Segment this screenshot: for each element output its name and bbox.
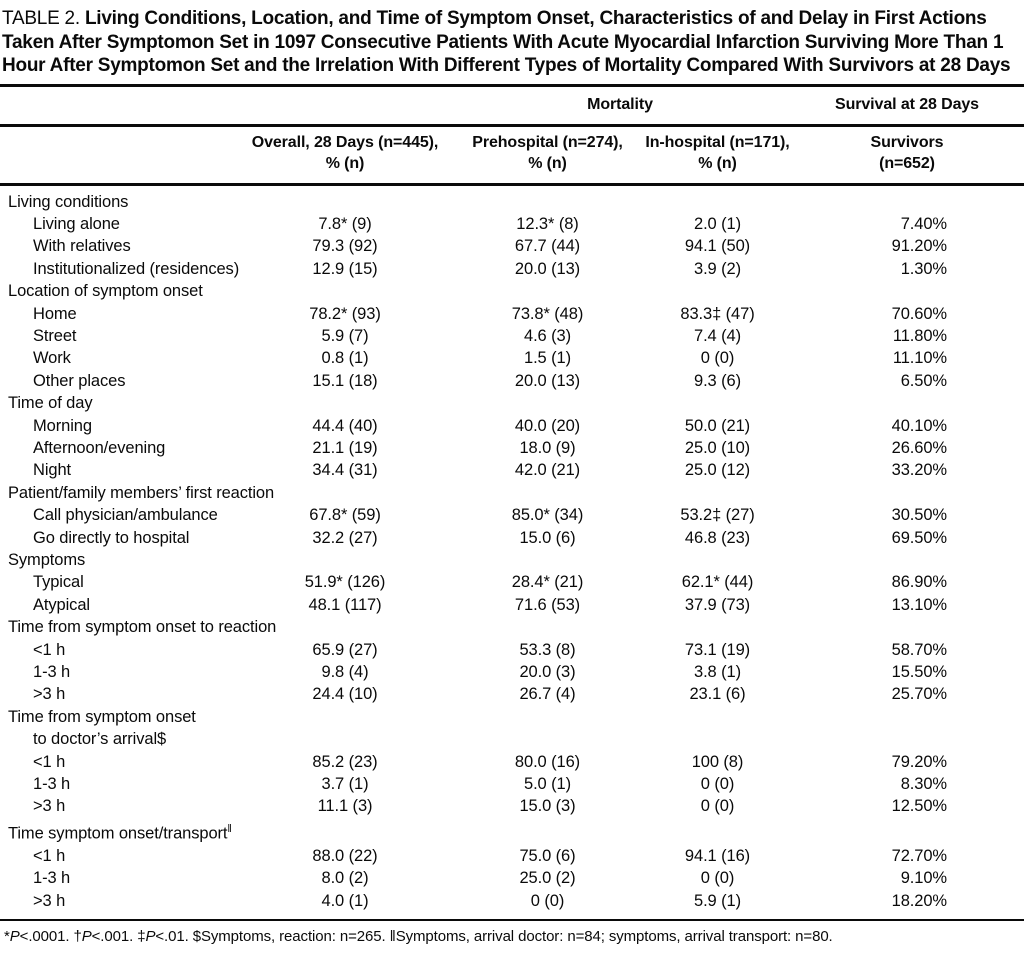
cell-value: [790, 392, 1024, 414]
cell-value: 6.50%: [900, 371, 947, 390]
row-label: to doctor’s arrival$: [33, 730, 167, 749]
cell-value: 3.8 (1): [694, 663, 741, 682]
column-header-line: Prehospital (n=274),: [472, 133, 623, 151]
cell-value: 48.1 (117): [308, 595, 382, 614]
cell-value: [240, 706, 450, 728]
cell-value: 71.6 (53): [514, 595, 581, 614]
row-label: Go directly to hospital: [33, 528, 190, 547]
table-row: [0, 639, 1024, 661]
cell-value: [240, 392, 450, 414]
row-label: <1 h: [33, 846, 66, 865]
cell-value: 88.0 (22): [312, 846, 378, 865]
cell-value: [450, 818, 645, 845]
cell-value: 8.30%: [900, 775, 947, 794]
section-label: Time from symptom onset to reaction: [8, 618, 277, 637]
table-title: [0, 0, 1024, 84]
row-label: 1-3 h: [33, 663, 71, 682]
row-label: Home: [33, 304, 77, 323]
cell-value: [450, 616, 645, 638]
cell-value: 67.7 (44): [514, 237, 581, 256]
cell-value: [645, 728, 790, 750]
row-label: Call physician/ambulance: [33, 506, 218, 525]
cell-value: [450, 392, 645, 414]
cell-value: 1.30%: [900, 259, 947, 278]
cell-value: 12.9 (15): [312, 259, 378, 278]
cell-value: 9.8 (4): [321, 663, 369, 682]
cell-value: [645, 549, 790, 571]
cell-value: 40.0 (20): [514, 416, 581, 435]
table-row: [0, 325, 1024, 347]
cell-value: 12.3* (8): [516, 214, 579, 233]
cell-value: 20.0 (13): [514, 259, 581, 278]
table-row: [0, 773, 1024, 795]
section-label: Symptoms: [8, 551, 86, 569]
data-table: [0, 84, 1024, 922]
table-row: [0, 795, 1024, 817]
row-label: Institutionalized (residences): [33, 259, 240, 278]
row-label: Street: [33, 326, 77, 345]
cell-value: 0 (0): [450, 890, 645, 920]
cell-value: 67.8* (59): [309, 506, 381, 525]
row-label: >3 h: [0, 890, 240, 920]
cell-value: 4.6 (3): [524, 326, 571, 345]
cell-value: 8.0 (2): [321, 869, 369, 888]
cell-value: 0 (0): [700, 349, 735, 368]
row-label: >3 h: [33, 797, 66, 816]
section-label: Location of symptom onset: [8, 282, 203, 301]
empty-cell: [0, 125, 240, 184]
cell-value: 9.3 (6): [694, 371, 741, 390]
cell-value: 2.0 (1): [694, 214, 741, 233]
table-row: [0, 683, 1024, 705]
cell-value: [645, 616, 790, 638]
cell-value: 4.0 (1): [240, 890, 450, 920]
cell-value: 30.50%: [891, 506, 947, 525]
cell-value: 25.70%: [891, 685, 947, 704]
cell-value: [790, 706, 1024, 728]
cell-value: 23.1 (6): [689, 685, 746, 704]
cell-value: [450, 549, 645, 571]
table-row: [0, 890, 1024, 920]
row-label: Atypical: [33, 595, 90, 614]
cell-value: 69.50%: [891, 528, 947, 547]
cell-value: 7.8* (9): [318, 214, 372, 233]
footnote-p-italic: P: [81, 928, 92, 945]
cell-value: [240, 184, 450, 213]
cell-value: [645, 392, 790, 414]
cell-value: [450, 706, 645, 728]
cell-value: 28.4* (21): [511, 573, 584, 592]
cell-value: 32.2 (27): [312, 528, 378, 547]
row-label: Other places: [33, 371, 126, 390]
cell-value: 11.10%: [892, 349, 947, 368]
cell-value: 0 (0): [700, 797, 735, 816]
cell-value: [645, 184, 790, 213]
cell-value: 37.9 (73): [684, 595, 751, 614]
footnote-marker: ‖: [227, 822, 232, 835]
cell-value: 91.20%: [891, 237, 947, 256]
table-row: [0, 706, 1024, 728]
cell-value: [790, 549, 1024, 571]
cell-value: 13.10%: [891, 595, 947, 614]
cell-value: 70.60%: [891, 304, 947, 323]
cell-value: 83.3‡ (47): [680, 304, 755, 323]
cell-value: 42.0 (21): [514, 461, 581, 480]
section-label: Patient/family members’ first reaction: [8, 483, 275, 502]
table-number: TABLE 2.: [2, 8, 80, 29]
cell-value: [240, 818, 450, 845]
table-row: [0, 845, 1024, 867]
column-header-line: Overall, 28 Days (n=445),: [251, 133, 439, 151]
cell-value: 18.0 (9): [519, 438, 576, 457]
cell-value: 5.9 (1): [645, 890, 790, 920]
cell-value: 11.80%: [892, 326, 947, 345]
column-header-line: Survivors: [870, 133, 944, 151]
table-row: [0, 571, 1024, 593]
table-row: [0, 594, 1024, 616]
column-header-overall: [240, 125, 450, 184]
cell-value: 3.7 (1): [321, 775, 369, 794]
cell-value: 80.0 (16): [514, 752, 581, 771]
cell-value: [790, 616, 1024, 638]
cell-value: 3.9 (2): [694, 259, 741, 278]
cell-value: 86.90%: [891, 573, 947, 592]
cell-value: 0 (0): [700, 775, 735, 794]
cell-value: 79.3 (92): [312, 237, 378, 256]
cell-value: [240, 549, 450, 571]
cell-value: 94.1 (16): [684, 846, 751, 865]
cell-value: 18.20%: [790, 890, 1024, 920]
table-row: [0, 459, 1024, 481]
cell-value: 85.0* (34): [511, 506, 584, 525]
cell-value: [790, 728, 1024, 750]
cell-value: [790, 818, 1024, 845]
survival-spanner: Survival at 28 Days: [790, 85, 1024, 125]
cell-value: [645, 482, 790, 504]
footnote-p-italic: P: [9, 928, 20, 945]
cell-value: 73.1 (19): [684, 640, 751, 659]
cell-value: 25.0 (10): [684, 438, 751, 457]
row-label: 1-3 h: [33, 775, 71, 794]
cell-value: 33.20%: [891, 461, 947, 480]
empty-cell: [240, 85, 450, 125]
cell-value: 5.0 (1): [524, 775, 571, 794]
table-row: [0, 415, 1024, 437]
cell-value: 15.0 (3): [519, 797, 576, 816]
cell-value: 78.2* (93): [309, 304, 381, 323]
table-footnote: [0, 921, 1024, 946]
row-label: Work: [33, 349, 71, 368]
cell-value: 65.9 (27): [312, 640, 378, 659]
cell-value: 72.70%: [891, 846, 947, 865]
row-label: Night: [33, 461, 72, 480]
table-row: [0, 213, 1024, 235]
table-row: [0, 437, 1024, 459]
cell-value: 12.50%: [891, 797, 947, 816]
cell-value: 15.0 (6): [519, 528, 576, 547]
section-label: Time of day: [8, 394, 93, 413]
spanner-header-row: [0, 85, 1024, 125]
row-label: <1 h: [33, 752, 66, 771]
table-row: [0, 867, 1024, 889]
table-row: [0, 235, 1024, 257]
table-row: [0, 347, 1024, 369]
mortality-spanner: Mortality: [450, 85, 790, 125]
column-header-line: (n=652): [879, 154, 935, 172]
cell-value: 5.9 (7): [321, 326, 369, 345]
column-header-inhospital: [645, 125, 790, 184]
cell-value: [790, 280, 1024, 302]
cell-value: [645, 706, 790, 728]
table-row: [0, 303, 1024, 325]
cell-value: 7.4 (4): [694, 326, 741, 345]
cell-value: 51.9* (126): [304, 573, 386, 592]
cell-value: 46.8 (23): [684, 528, 751, 547]
empty-cell: [0, 85, 240, 125]
cell-value: 11.1 (3): [317, 797, 373, 816]
cell-value: 85.2 (23): [312, 752, 378, 771]
cell-value: 62.1* (44): [681, 573, 754, 592]
cell-value: [450, 728, 645, 750]
cell-value: [450, 280, 645, 302]
row-label: Morning: [33, 416, 92, 435]
table-row: [0, 661, 1024, 683]
cell-value: 75.0 (6): [519, 846, 576, 865]
cell-value: 44.4 (40): [312, 416, 378, 435]
table-row: [0, 482, 1024, 504]
table-row: [0, 392, 1024, 414]
section-label: Time symptom onset/transport‖: [8, 822, 232, 843]
column-header-prehospital: [450, 125, 645, 184]
cell-value: [790, 184, 1024, 213]
cell-value: 0.8 (1): [321, 349, 369, 368]
table-row: [0, 184, 1024, 213]
table-row: [0, 504, 1024, 526]
cell-value: 79.20%: [891, 752, 947, 771]
table-row: [0, 549, 1024, 571]
footnote-text: *: [4, 928, 10, 945]
column-header-line: % (n): [698, 154, 737, 172]
cell-value: 15.1 (18): [312, 371, 378, 390]
cell-value: [645, 280, 790, 302]
cell-value: 50.0 (21): [684, 416, 751, 435]
table-row: [0, 818, 1024, 845]
cell-value: 20.0 (13): [514, 371, 581, 390]
cell-value: 26.7 (4): [519, 685, 576, 704]
row-label: Afternoon/evening: [33, 438, 166, 457]
cell-value: 25.0 (2): [519, 869, 576, 888]
cell-value: [240, 728, 450, 750]
cell-value: 7.40%: [900, 214, 947, 233]
cell-value: 40.10%: [891, 416, 947, 435]
row-label: With relatives: [33, 237, 131, 256]
cell-value: 100 (8): [691, 752, 744, 771]
table-row: [0, 616, 1024, 638]
table-row: [0, 280, 1024, 302]
row-label: >3 h: [33, 685, 66, 704]
cell-value: [645, 818, 790, 845]
row-label: 1-3 h: [33, 869, 71, 888]
cell-value: 24.4 (10): [312, 685, 378, 704]
cell-value: 53.2‡ (27): [680, 506, 755, 525]
column-header-survivors: [790, 125, 1024, 184]
footnote-p-italic: P: [145, 928, 156, 945]
cell-value: [450, 482, 645, 504]
cell-value: 1.5 (1): [524, 349, 571, 368]
cell-value: 53.3 (8): [519, 640, 576, 659]
table-body: [0, 184, 1024, 920]
cell-value: 58.70%: [891, 640, 947, 659]
table-caption: Living Conditions, Location, and Time of Symptom Onset, Characteristics of and Delay in First Actions Taken After Symptomon Set in 1097 Consecutive Patients With Acute Myocardial Infarction Surviving More Than 1 Hour After Symptomon Set and the Irrelation With Different Types of Mortality Compared With Survivors at 28 Days: [2, 8, 1011, 76]
cell-value: 21.1 (19): [312, 438, 378, 457]
cell-value: [450, 184, 645, 213]
row-label: <1 h: [33, 640, 66, 659]
section-label: Living conditions: [8, 192, 129, 211]
table-row: [0, 751, 1024, 773]
table-row: [0, 728, 1024, 750]
cell-value: 34.4 (31): [312, 461, 378, 480]
cell-value: 26.60%: [891, 438, 947, 457]
table-row: [0, 370, 1024, 392]
table-row: [0, 258, 1024, 280]
footnote-text: <.01. $Symptoms, reaction: n=265. ‖Symptoms, arrival doctor: n=84; symptoms, arrival transport: n=80.: [155, 928, 833, 945]
column-header-row: [0, 125, 1024, 184]
cell-value: 94.1 (50): [684, 237, 751, 256]
cell-value: 0 (0): [700, 869, 735, 888]
footnote-text: <.0001. †: [19, 928, 82, 945]
cell-value: 9.10%: [900, 869, 947, 888]
column-header-line: % (n): [528, 154, 567, 172]
cell-value: 20.0 (3): [519, 663, 576, 682]
footnote-text: <.001. ‡: [91, 928, 146, 945]
cell-value: [240, 280, 450, 302]
column-header-line: % (n): [325, 154, 365, 172]
cell-value: 25.0 (12): [684, 461, 751, 480]
table-row: [0, 527, 1024, 549]
section-label: Time from symptom onset: [8, 707, 196, 726]
cell-value: [790, 482, 1024, 504]
cell-value: 73.8* (48): [511, 304, 584, 323]
cell-value: 15.50%: [891, 663, 947, 682]
column-header-line: In-hospital (n=171),: [645, 133, 790, 151]
row-label: Living alone: [33, 214, 120, 233]
row-label: Typical: [33, 573, 84, 592]
